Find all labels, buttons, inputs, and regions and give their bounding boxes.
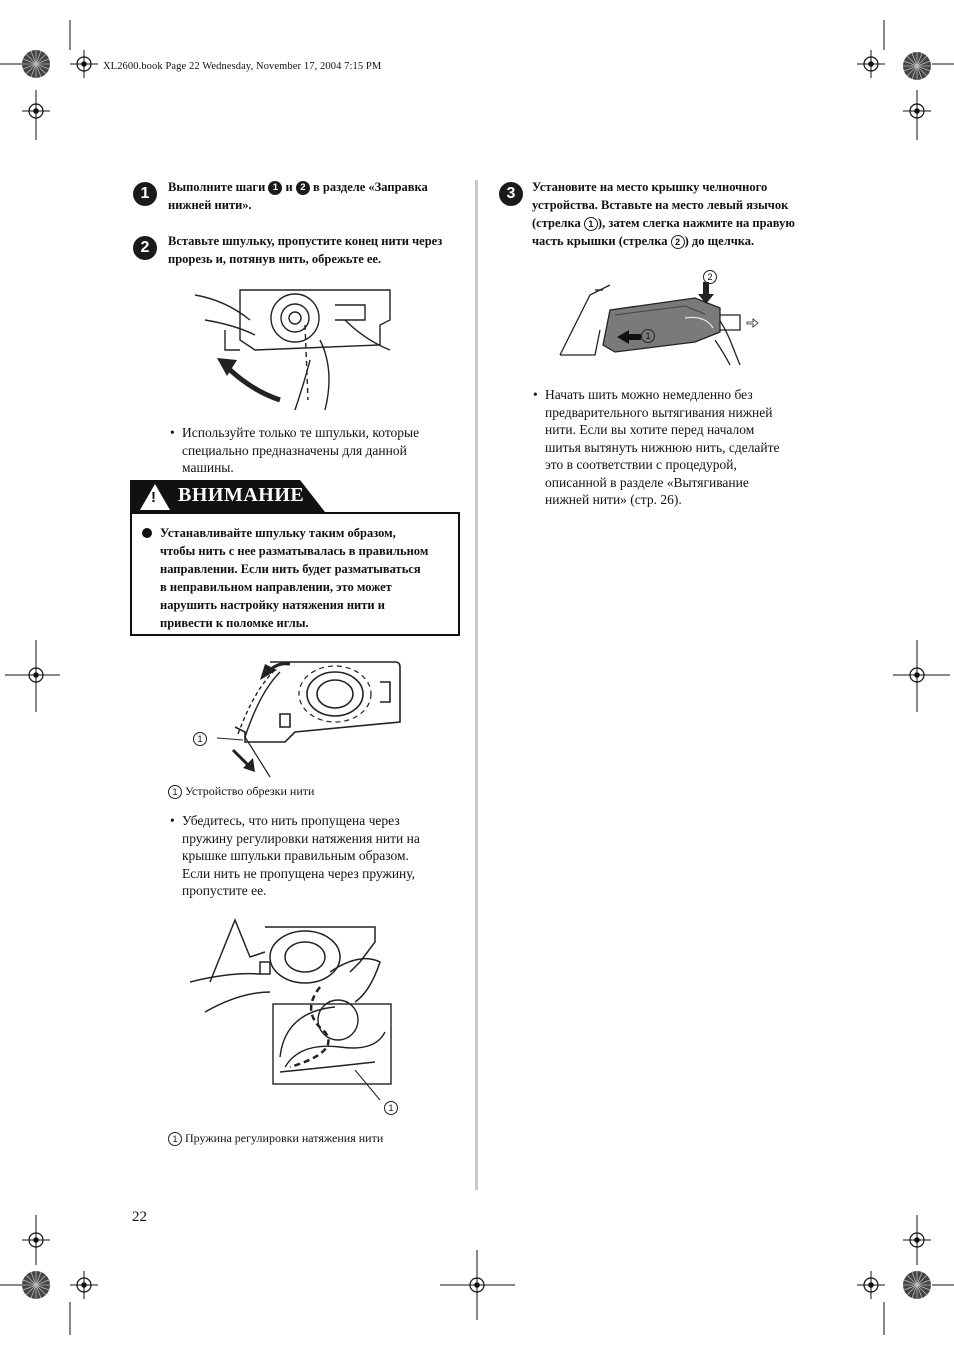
cover-callout-1: 1	[641, 329, 655, 343]
registration-cross	[70, 1271, 98, 1299]
step-number-1: 1	[133, 182, 157, 206]
step-2-text	[168, 232, 468, 268]
caution-line-1: Устанавливайте шпульку таким образом,	[160, 526, 396, 540]
spring-note-line-1: Убедитесь, что нить пропущена через	[182, 813, 400, 828]
registration-cross	[857, 1271, 885, 1299]
file-info-header: XL2600.book Page 22 Wednesday, November 17, 2004 7:15 PM	[103, 61, 382, 72]
spring-note-text	[182, 812, 420, 900]
cutter-caption-number: 1	[168, 785, 182, 799]
step-3-arrow-ref-2: 2	[671, 235, 685, 249]
step-2-line-2: прорезь и, потянув нить, обрежьте ее.	[168, 252, 382, 266]
step-number-2: 2	[133, 236, 157, 260]
caution-line-4: в неправильном направлении, это может	[160, 580, 392, 594]
bobbin-note	[170, 424, 470, 478]
step-3-arrow-ref-1: 1	[584, 217, 598, 231]
step-3-line-3	[532, 214, 832, 232]
sew-note-line-5: это в соответствии с процедурой,	[545, 457, 737, 472]
bobbin-note-line-2: специально предназначены для данной	[182, 442, 407, 458]
spring-caption	[168, 1130, 383, 1146]
step-3-line-3-part2: ), затем слегка нажмите на правую	[597, 216, 795, 230]
caution-bullet	[142, 528, 152, 538]
caution-line-6: привести к поломке иглы.	[160, 616, 309, 630]
cover-callout-2: 2	[703, 270, 717, 284]
cutter-caption	[168, 783, 314, 799]
bobbin-note-line-1: Используйте только те шпульки, которые	[182, 425, 420, 440]
sew-note-line-7: нижней нити» (стр. 26).	[545, 492, 682, 507]
caution-line-3: направлении. Если нить будет разматываться	[160, 562, 421, 576]
tension-spring-illustration	[190, 912, 400, 1117]
step-1-text-part2: в разделе «Заправка	[313, 180, 428, 194]
step-1-text	[168, 178, 468, 214]
step-3-line-4	[532, 232, 832, 250]
step-3-text	[532, 178, 832, 250]
cutter-caption-text: Устройство обрезки нити	[185, 784, 315, 798]
bobbin-insert-illustration	[195, 280, 395, 420]
caution-line-5: нарушить настройку натяжения нити и	[160, 598, 385, 612]
step-3-line-1: Установите на место крышку челночного	[532, 180, 768, 194]
registration-star-bottom-left	[22, 1271, 50, 1299]
registration-star-top-left	[22, 50, 50, 78]
caution-box	[130, 512, 460, 636]
step-ref-2: 2	[296, 181, 310, 195]
sew-note-line-6: описанной в разделе «Вытягивание	[545, 474, 749, 490]
sew-note-line-2: предварительного вытягивания нижней	[545, 404, 773, 420]
spring-note-line-2: пружину регулировки натяжения нити на	[182, 830, 420, 846]
step-3-line-2: устройства. Вставьте на место левый язычок	[532, 198, 789, 212]
step-2-line-1: Вставьте шпульку, пропустите конец нити через	[168, 234, 443, 248]
sew-note-line-1: Начать шить можно немедленно без	[545, 387, 753, 402]
bobbin-note-line-3: машины.	[182, 460, 234, 475]
step-1-and: и	[285, 180, 293, 194]
step-ref-1: 1	[268, 181, 282, 195]
caution-line-2: чтобы нить с нее разматывалась в правильном	[160, 544, 429, 558]
step-number-3: 3	[499, 182, 523, 206]
thread-cutter-illustration	[205, 652, 405, 780]
bullet-dot: •	[170, 813, 175, 828]
spring-caption-number: 1	[168, 1132, 182, 1146]
sew-note-text	[545, 386, 780, 509]
page-number: 22	[132, 1209, 147, 1225]
column-divider	[475, 180, 478, 1190]
bobbin-note-text	[182, 424, 419, 477]
registration-cross	[70, 50, 98, 78]
step-3-line-4-part1: часть крышки (стрелка	[532, 234, 668, 248]
spring-caption-text: Пружина регулировки натяжения нити	[185, 1131, 384, 1145]
caution-text	[160, 524, 428, 632]
step-1-line-2: нижней нити».	[168, 198, 252, 212]
bullet-dot: •	[533, 387, 538, 402]
sew-note	[533, 386, 833, 512]
step-1-line-1	[168, 178, 468, 196]
registration-cross	[857, 50, 885, 78]
cover-install-illustration	[555, 270, 775, 370]
step-1-text-part1: Выполните шаги	[168, 180, 266, 194]
bullet-dot: •	[170, 425, 175, 440]
spring-note-line-3: крышке шпульки правильным образом.	[182, 848, 409, 863]
registration-star-top-right	[903, 52, 931, 80]
step-3-line-4-part2: ) до щелчка.	[684, 234, 755, 248]
warning-exclamation-icon: !	[151, 489, 156, 506]
sew-note-line-3: нити. Если вы хотите перед началом	[545, 422, 755, 437]
spring-note-line-5: пропустите ее.	[182, 883, 267, 898]
spring-note-line-4: Если нить не пропущена через пружину,	[182, 865, 416, 881]
cutter-callout-1: 1	[193, 732, 207, 746]
spring-callout-1: 1	[384, 1101, 398, 1115]
sew-note-line-4: шитья вытянуть нижнюю нить, сделайте	[545, 439, 780, 455]
caution-title: ВНИМАНИЕ	[178, 484, 305, 506]
registration-star-bottom-right	[903, 1271, 931, 1299]
step-3-line-3-part1: (стрелка	[532, 216, 581, 230]
spring-note	[170, 812, 470, 902]
